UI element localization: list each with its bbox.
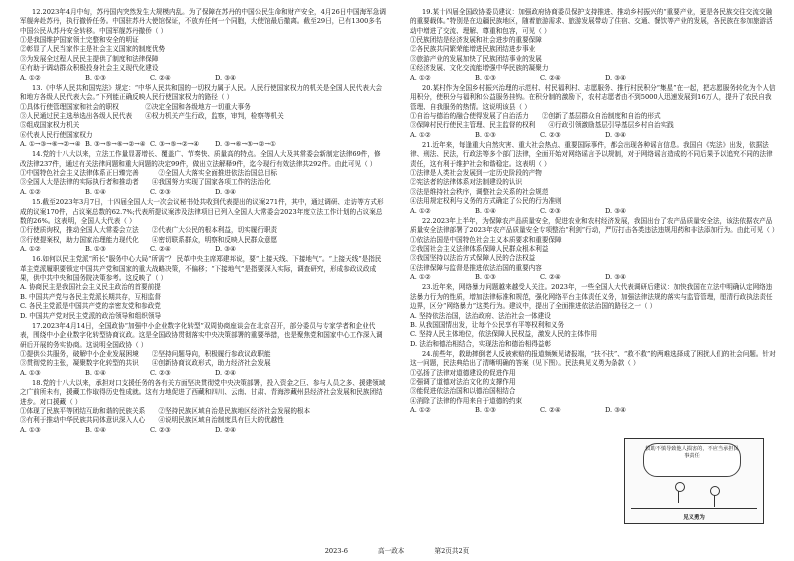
answer-option: ④法律保障与监督是推进依法治国的重要内容 — [410, 263, 542, 272]
answer-choices — [410, 131, 670, 140]
answer-option: B. 中国共产党与各民主党派长期共存，互相监督 — [20, 292, 161, 301]
footer-page-number: 第2页共2页 — [434, 547, 470, 555]
answer-choice: D. ③→⑥→⑤→②→① — [215, 140, 276, 149]
question — [410, 8, 776, 83]
answer-option: ③保障村民行使民主管理、民主监督的权利 ④行政引领激励基层引导基层乡村自治实践 — [410, 121, 674, 130]
cartoon-figure — [624, 438, 764, 524]
answer-choices — [20, 188, 280, 197]
answer-choices — [410, 273, 670, 282]
answer-choice: C. ②④ — [150, 244, 171, 253]
answer-choice: B. ①③ — [85, 244, 106, 253]
answer-choice: B. ③→⑤→⑥→②→④ — [85, 140, 146, 149]
question-stem — [410, 216, 779, 236]
answer-option: ④经济发展、文化交流能增强中华民族的凝聚力 — [410, 64, 549, 73]
answer-option: ①民族团结是经济发展和社会进步的重要保障 — [410, 36, 542, 45]
question-stem — [20, 8, 386, 36]
answer-choice: C. ③→⑤→②→④ — [150, 140, 200, 149]
answer-option: ①具体行使管理国家和社会的职权 ②决定全国和各级地方一切重大事务 — [20, 102, 251, 111]
answer-choice: C. ②③ — [150, 368, 171, 377]
answer-choice: A. ①② — [410, 406, 431, 415]
question — [410, 350, 776, 416]
question-stem — [410, 8, 776, 36]
question-text: 近年来，每逢重大自然灾害、重大社会热点、重要国际事件，都会出现各种谣言信息。我国自《宪法》出发，依据法律、刑法、民法，行政法等多个部门法律，全面开始对网络谣言予以规制，对于网络谣言造成的不同后果予以追究不同的法律责任，这有利于维护社会和谐稳定。这表明（ ） — [410, 141, 773, 168]
question-stem — [20, 379, 386, 407]
answer-choice: D. ③④ — [605, 206, 627, 215]
question-text: 2023年4月中旬，苏丹国内突然发生大规模内乱。为了保障在苏丹的中国公民生命和财产安全，4月26日中国海军急调军舰奔赴苏丹，执行撤侨任务。中国驻苏丹大使馆保证，不放弃任何一个同胞，大使馆最后撤离。截至29日，已有1300多名中国公民从苏丹安全转移。中国军舰苏丹撤侨（ ） — [20, 8, 386, 35]
question-number: 17. — [32, 321, 43, 330]
answer-choices — [410, 406, 670, 415]
answer-option: ②各民族共同繁荣能增进民族团结进步事业 — [410, 45, 536, 54]
answer-option: ③能促进依法治国和以德治国相结合 — [410, 387, 516, 396]
question-text: 如何以民主党派“所长”服务中心大局“所需”？ 民革中央主席郑建邦说，要“上接天线、下接地气”。“上接天线”是指民革主党派履职要锁定中国共产党和国家的重大战略决策，不偏移；“下接地气”是指要深入实际，调查研究，形成参政议政成果，供中共中央和国务院决策参考。这反映了（ ） — [20, 255, 382, 283]
question — [410, 141, 776, 216]
answer-choices — [20, 369, 280, 378]
question-number: 24. — [422, 349, 433, 358]
question-number: 16. — [32, 255, 43, 264]
answer-option: ⑥代表人民行使国家权力 — [20, 130, 93, 139]
question — [20, 322, 386, 378]
answer-choice: D. ③④ — [605, 273, 627, 282]
answer-choices — [410, 207, 670, 216]
answer-option: ②强调了道德对法治文化的支撑作用 — [410, 378, 516, 387]
answer-option: ①依法治国是中国特色社会主义本质要求和重要保障 — [410, 235, 562, 244]
answer-option: ④消除了法律的作用来自于道德的约束 — [410, 396, 523, 405]
question — [20, 150, 386, 197]
answer-choice: B. ①③ — [85, 73, 106, 82]
question-number: 23. — [422, 283, 433, 292]
fallen-person-figure — [669, 482, 689, 508]
answer-option: ①是我国维护国家领土完整和安全的明证 — [20, 36, 139, 45]
question-stem — [20, 198, 386, 226]
answer-choice: A. ①③ — [20, 368, 41, 377]
answer-option: ②我国社会主义法律体系保障人民群众根本利益 — [410, 244, 549, 253]
page-footer — [0, 545, 794, 555]
question-number: 20. — [422, 83, 433, 92]
answer-choice: B. ①④ — [475, 206, 496, 215]
question — [20, 379, 386, 435]
answer-choice: B. ①③ — [475, 406, 496, 415]
footer-date: 2023-6 — [324, 547, 348, 555]
question-number: 14. — [32, 150, 43, 159]
answer-choices — [20, 426, 280, 435]
answer-choice: A. ①② — [410, 130, 431, 139]
question-stem — [20, 255, 386, 283]
question-text: 近年来，网络暴力问题越来越受人关注。2023年，一些全国人大代表调研后建议：加快我国在立法中明确认定网络违法暴力行为的性质，增加法律标准和规范，强化网络平台主体责任义务，加强法律法规的落实与监管管理，厘清行政执法责任边界，区分“网络暴力”这类行为。建议中，提出了全面推进依法治国的路径之一（ ） — [410, 283, 773, 311]
answer-option: ⑤组成国家权力机关 — [20, 121, 80, 130]
answer-choice: D. ③④ — [215, 187, 237, 196]
helper-person-figure — [705, 486, 723, 508]
answer-option: ①弘扬了法律对道德建设的促进作用 — [410, 368, 516, 377]
answer-choice: B. ①③ — [475, 130, 496, 139]
answer-option: ①自治与德治的融合使得发展了自治活力 ②创新了基层群众自治制度和自治的形式 — [410, 111, 661, 120]
answer-choice: C. ②③ — [540, 206, 561, 215]
question-text: 某村作为全国乡村振兴治理的示范村、村民福利村、志愿服务、推行村民积分“集星”在一起，把志愿服务转化为个人信用积分，使积分与福利和公益服务挂钩。在积分制的激励下，农村志愿者由不到5000人迅速发展到16万人，提升了农民自我管理、自我服务的热情。这说明该县（ ） — [410, 83, 776, 111]
answer-choice: B. ①④ — [85, 187, 106, 196]
answer-option: ③为发展全过程人民民主提供了制度和法律保障 — [20, 54, 159, 63]
answer-option: ①行使质询权，推动全国人大常委会立法 ②代表广大公民的根本利益，切实履行职责 — [20, 226, 278, 235]
answer-choice: A. ①② — [410, 206, 431, 215]
answer-option: ①法律是人类社会发展到一定历史阶段的产物 — [410, 169, 542, 178]
answer-choice: D. ③④ — [605, 406, 627, 415]
answer-choice: B. ①③ — [475, 73, 496, 82]
answer-option: ③贯彻党的主张，凝聚数字化转型的共识 ④创新协商议政形式，助力经济社会发展 — [20, 359, 271, 368]
footer-subject: 高一政本 — [378, 547, 405, 555]
question — [20, 255, 386, 321]
answer-option: ③有利于推动中华民族共同体意识深入人心 ④说明民族区域自治制度具有巨大的优越性 — [20, 416, 284, 425]
answer-choice: A. ①② — [20, 244, 41, 253]
answer-option: A. 协商民主是我国社会主义民主政治的首要前提 — [20, 283, 161, 292]
answer-choices — [20, 140, 280, 149]
answer-option: ③人民通过民主选举选出各级人民代表 ④权力机关产生行政，监察，审判，检察等机关 — [20, 111, 284, 120]
question-text: 党的十八大以来，承担对口支援任务的各有关方面坚决贯彻党中央决策部署，投入资金之巨、参与人员之多、援建领域之广前所未有，援藏工作取得历史性成就。这有力地促进了西藏和四川、云南、甘肃、青海涉藏州县经济社会发展和民族团结进步。对口援藏（ ） — [20, 379, 386, 406]
answer-choice: B. ①③ — [475, 273, 496, 282]
question-number: 18. — [32, 379, 43, 388]
answer-choice: C. ②③ — [150, 425, 171, 434]
question-number: 19. — [422, 8, 433, 16]
left-column — [20, 8, 386, 436]
answer-choices — [410, 74, 670, 83]
answer-option: B. 从我国国情出发，让每个公民享有平等权利和义务 — [410, 320, 565, 329]
answer-choice: C. ②④ — [540, 273, 561, 282]
answer-choice: D. ②④ — [215, 425, 237, 434]
question-stem — [20, 322, 386, 350]
answer-choice: D. ③④ — [605, 130, 627, 139]
question — [20, 84, 386, 150]
question — [410, 216, 779, 283]
question-number: 22. — [422, 216, 433, 225]
question — [410, 283, 776, 349]
answer-option: A. 坚持依法治国，法治政府、法治社会一体建设 — [410, 311, 551, 320]
answer-option: ①体现了民族平等团结互助和谐的民族关系 ②坚持民族区域自治是民族地区经济社会发展的根本 — [20, 407, 311, 416]
answer-option: ④有助于调动群众积极投身社会主义现代化建设 — [20, 64, 159, 73]
answer-choice: C. ②③ — [540, 130, 561, 139]
answer-option: ②彰显了人民当家作主是社会主义国家的制度优势 — [20, 45, 166, 54]
right-column — [410, 8, 779, 416]
question-text: 2023年上半年，为保障农产品质量安全，促进农业和农村经济发展，我国出台了农产品质量安全法，该法依据农产品质量安全法律部署了2023年农产品质量安全专项整治“利剑”行动，严厉打击各类违法违规用药和非法添加行为。由此可见（ ） — [410, 216, 779, 235]
answer-choice: C. ②④ — [540, 73, 561, 82]
answer-choice: C. ②④ — [150, 73, 171, 82]
answer-choice: A. ①③ — [20, 425, 41, 434]
ground-line — [631, 508, 757, 509]
cartoon-caption: 见义勇为 — [683, 515, 705, 521]
question-text: 《中华人民共和国宪法》规定：“中华人民共和国的一切权力属于人民。人民行使国家权力的机关是全国人民代表大会和地方各级人民代表大会。”下列能正确反映人民行使国家权力的路径（ ） — [20, 83, 383, 102]
answer-option: ①中国特色社会主义法律体系正日臻完善 ②全国人大落实全面推进依法治国总目标 — [20, 169, 278, 178]
question-number: 12. — [32, 8, 43, 16]
answer-choice: B. ①④ — [85, 368, 106, 377]
question-text: 截至2023年3月7日，十四届全国人大一次会议秘书处共收到代表提出的议案271件，其中，通过调研、走访等方式形成的议案170件，占议案总数的62.7%;代表所提议案涉及法律项目已列入全国人大常委会2023年度立法工作计划的占议案总数的26%。这表明，全国人大代表（ ） — [20, 198, 384, 225]
answer-option: ③法是维持社会秩序，调整社会关系的社会规范 — [410, 187, 549, 196]
answer-choice: D. ②④ — [215, 368, 237, 377]
answer-option: ②宪法者的法律体系对法制建设的认识 — [410, 178, 523, 187]
question-stem — [20, 84, 386, 103]
question-stem — [410, 141, 776, 169]
question-stem — [20, 150, 386, 169]
answer-option: ④法用规定权利与义务的方式确定了公民的行为准则 — [410, 197, 562, 206]
answer-choice: C. ②④ — [540, 406, 561, 415]
answer-option: C. 各民主党派是中国共产党的亲密友党和参政党 — [20, 302, 161, 311]
question-stem — [410, 84, 776, 112]
answer-option: C. 坚持人民主体地位，依法保障人民权益，激发人民的主体作用 — [410, 330, 598, 339]
answer-choice: A. ①② — [410, 273, 431, 282]
question-number: 13. — [32, 83, 43, 92]
answer-choices — [20, 74, 280, 83]
answer-option: ③我国坚持以法治方式保障人民的合法权益 — [410, 254, 536, 263]
question-number: 15. — [32, 198, 43, 207]
answer-choice: D. ③④ — [215, 73, 237, 82]
answer-choice: A. ①② — [410, 73, 431, 82]
question-stem — [410, 283, 776, 311]
answer-option: ③行使提案权，助力国家治理能力现代化 ④密切联系群众，明察和反映人民群众意愿 — [20, 235, 278, 244]
question-number: 21. — [422, 141, 433, 150]
answer-choice: B. ①④ — [85, 425, 106, 434]
question-text: 前些年，救助摔倒老人反被索赔的报道频频见诸报端，“扶不扶”、“救不救”的两难选择成了困扰人们的社会问题。针对这一问题，民法典给出了清晰明确的答案（见下图）。民法典见义勇为条款（ ） — [410, 349, 776, 368]
question-stem — [410, 350, 776, 369]
answer-option: ③全国人大是法律的实际执行者和推动者 ④我国努力实现了国家各项工作的法治化 — [20, 178, 271, 187]
answer-choice: A. ①→③→⑥→②→④ — [20, 140, 81, 149]
question-text: 2023年4月14日，全国政协“加强中小企业数字化转型”双周协商座谈会在北京召开，部分委员与专家学者和企业代表，围绕中小企业数字化转型协商议政。这是全国政协贯彻落实中央决策部署的重要举措，也是聚焦党和国家中心工作深入调研后开展的务实协商。这说明全国政协（ ） — [20, 321, 383, 349]
cartoon-speech-bubble: 救助不慎导致他人损害的，不应当承担民事责任 — [643, 443, 741, 477]
answer-option: ①提供公共服务，破解中小企业发展困境 ②坚持问题导向，积极履行参政议政职能 — [20, 349, 271, 358]
answer-option: D. 法治和德治相结合，实现法治和德治相得益彰 — [410, 339, 552, 348]
question — [20, 8, 386, 83]
answer-option: D. 中国共产党对民主党派的政治领导和组织领导 — [20, 311, 162, 320]
question — [20, 198, 386, 254]
answer-choice: C. ②③ — [150, 187, 171, 196]
answer-choice: D. ③④ — [605, 73, 627, 82]
answer-option: ③旅游产业的发展加快了民族团结事业的发展 — [410, 54, 542, 63]
answer-choice: D. ③④ — [215, 244, 237, 253]
answer-choice: A. ①② — [20, 187, 41, 196]
question — [410, 84, 776, 140]
answer-choice: A. ①② — [20, 73, 41, 82]
answer-choices — [20, 245, 280, 254]
question-text: 某十四届全国政协委员建议：加强政府协商委员保护支持推进、推动乡村振兴的“重要产业，更是各民族交往交流交融的重要载体。”特别是在边疆民族地区，随着旅游需求、旅游发展带动了住宿、交通、餐饮等产业的发展，各民族在参加旅游活动中增进了交流、理解、尊重和包容，可见（ ） — [410, 8, 773, 35]
question-text: 党的十八大以来，立法工作量显著增长、覆盖广、节奏快、质量高的特点。全国人大及其常委会新制定法律69件，修改法律237件，通过有关法律问题和重大问题的决定99件，做出立法解释9件，迄今现行有效法律共292件。由此可见（ ） — [20, 150, 381, 168]
